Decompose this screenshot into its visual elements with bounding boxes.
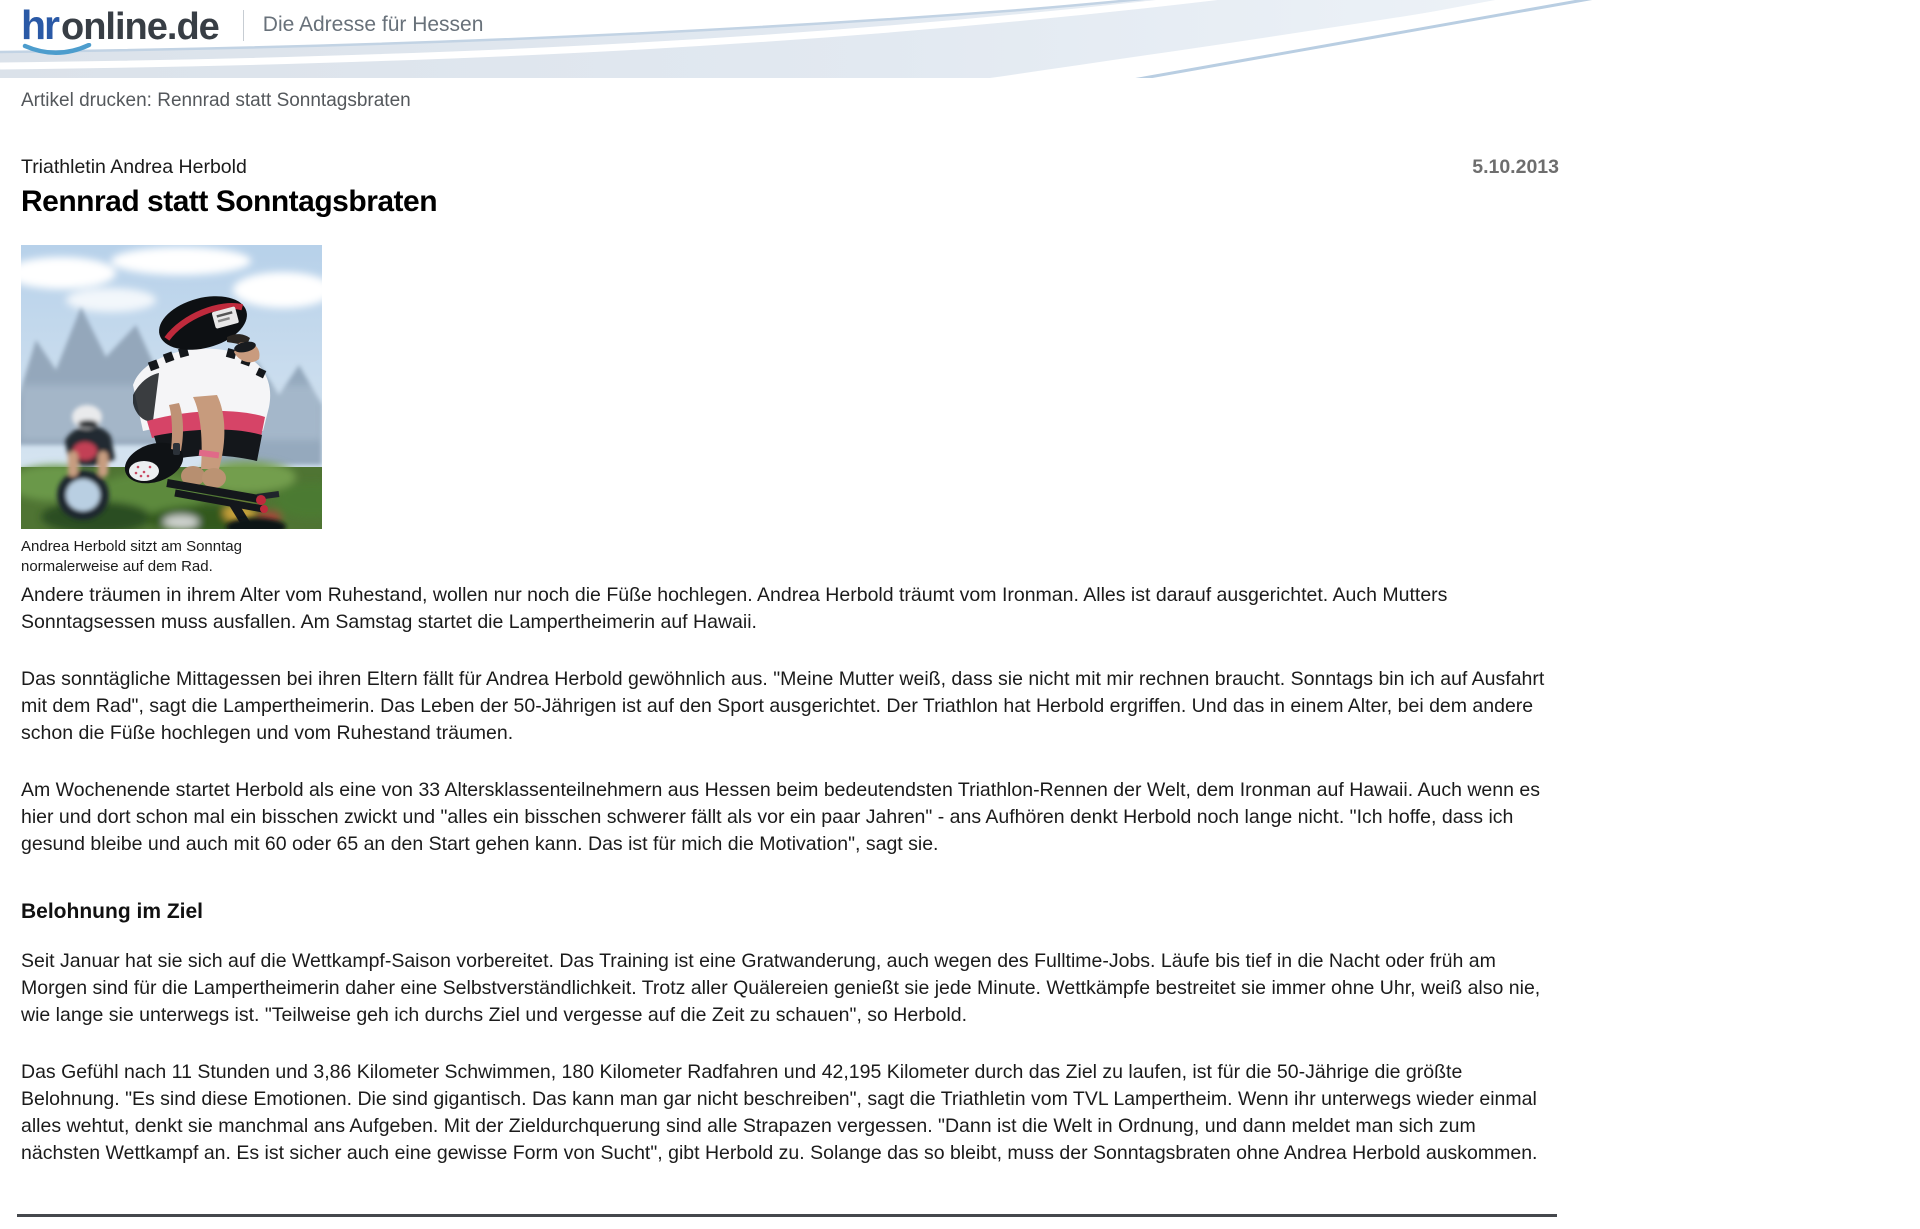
article-photo xyxy=(21,245,322,529)
article-paragraph: Seit Januar hat sie sich auf die Wettkampf-Saison vorbereitet. Das Training ist eine Gratwanderung, auch wegen des Fulltime-Jobs. Läufe bis tief in die Nacht oder früh am Morgen sind für die Lampertheimerin daher eine Selbstverständlichkeit. Trotz aller Quälereien genießt sie jede Minute. Wettkämpfe bestreitet sie immer ohne Uhr, weiß also nie, wie lange sie unterwegs ist. "Teilweise geh ich durchs Ziel und vergesse auf die Zeit zu schauen", so Herbold. xyxy=(21,950,1541,1026)
breadcrumb-bar xyxy=(0,78,1920,112)
article-meta-row xyxy=(21,156,1559,179)
breadcrumb: Artikel drucken: Rennrad statt Sonntagsbraten xyxy=(21,90,411,111)
logo-hr-mark: hr xyxy=(21,2,58,48)
article-paragraph: Das sonntägliche Mittagessen bei ihren Eltern fällt für Andrea Herbold gewöhnlich aus. "Meine Mutter weiß, dass sie nicht mit mir rechnen braucht. Sonntags bin ich auf Ausfahrt mit dem Rad", sagt die Lampertheimerin. Das Leben der 50-Jährigen ist auf den Sport ausgerichtet. Der Triathlon hat Herbold ergriffen. Und das in einem Alter, bei dem andere schon die Füße hochlegen und vom Ruhestand träumen. xyxy=(21,668,1545,744)
footer-rule xyxy=(17,1214,1557,1217)
article-lead: Andere träumen in ihrem Alter vom Ruhestand, wollen nur noch die Füße hochlegen. Andrea Herbold träumt vom Ironman. Alles ist darauf ausgerichtet. Auch Mutters Sonntagsessen muss ausfallen. Am Samstag startet die Lampertheimerin auf Hawaii. xyxy=(21,584,1448,633)
logo-domain-text: online.de xyxy=(61,6,219,48)
article-subheading: Belohnung im Ziel xyxy=(21,900,203,923)
logo-swoosh-underline-icon xyxy=(22,43,92,58)
article-paragraph: Das Gefühl nach 11 Stunden und 3,86 Kilometer Schwimmen, 180 Kilometer Radfahren und 42,195 Kilometer durch das Ziel zu laufen, ist für die 50-Jährige die größte Belohnung. "Es sind diese Emotionen. Die sind gigantisch. Das kann man gar nicht beschreiben", sagt die Triathletin vom TVL Lampertheim. Wenn ihr unterwegs wieder einmal alles wehtut, denkt sie manchmal ans Aufgeben. Mit der Zieldurchquerung sind alle Strapazen vergessen. "Dann ist die Welt in Ordnung, und dann meldet man sich zum nächsten Wettkampf an. Es ist sicher auch eine gewisse Form von Sucht", gibt Herbold zu. Solange das so bleibt, muss der Sonntagsbraten ohne Andrea Herbold auskommen. xyxy=(21,1061,1538,1164)
logo-separator xyxy=(243,10,244,41)
article-kicker: Triathletin Andrea Herbold xyxy=(21,156,247,178)
page-header xyxy=(0,0,1920,78)
article-paragraph: Am Wochenende startet Herbold als eine von 33 Altersklassenteilnehmern aus Hessen beim bedeutendsten Triathlon-Rennen der Welt, dem Ironman auf Hawaii. Auch wenn es hier und dort schon mal ein bisschen zwickt und "alles ein bisschen schwerer fällt als vor ein paar Jahren" - ans Aufhören denkt Herbold noch lange nicht. "Ich hoffe, dass ich gesund bleibe und auch mit 60 oder 65 an den Start gehen kann. Das ist für mich die Motivation", sagt sie. xyxy=(21,779,1540,855)
article-date: 5.10.2013 xyxy=(1472,156,1559,178)
photo-caption: Andrea Herbold sitzt am Sonntag normalerweise auf dem Rad. xyxy=(21,538,242,575)
article-photo-figure xyxy=(21,245,1559,577)
logo-row xyxy=(0,0,1920,58)
article-title: Rennrad statt Sonntagsbraten xyxy=(21,185,438,218)
article xyxy=(21,156,1559,1167)
hr-online-logo[interactable] xyxy=(21,2,219,58)
site-tagline: Die Adresse für Hessen xyxy=(262,13,484,36)
